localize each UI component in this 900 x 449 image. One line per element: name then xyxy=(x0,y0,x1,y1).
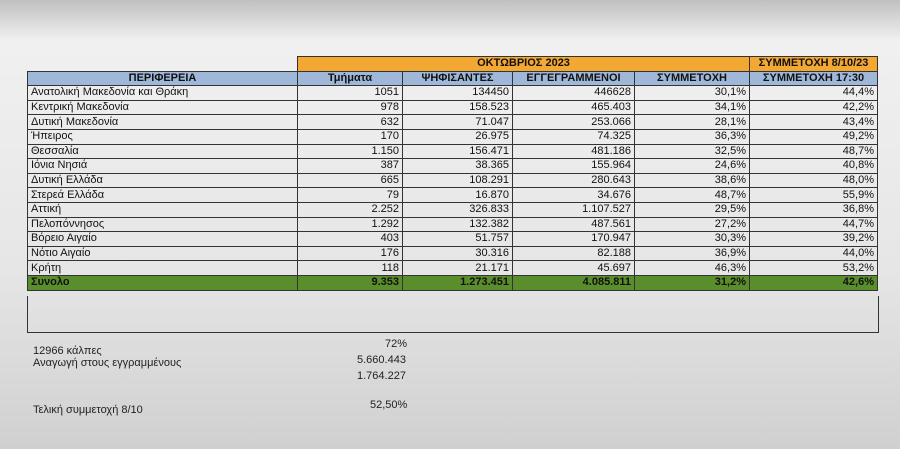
participation-time-cell: 44,7% xyxy=(750,217,878,232)
table-row xyxy=(28,86,878,101)
region-cell: Δυτική Ελλάδα xyxy=(28,173,298,188)
table-row xyxy=(28,159,878,174)
final-participation-label: Τελική συμμετοχή 8/10 xyxy=(33,404,143,416)
total-registered: 4.085.811 xyxy=(513,275,635,290)
region-cell: Ιόνια Νησιά xyxy=(28,159,298,174)
registered-cell: 74.325 xyxy=(513,129,635,144)
participation-cell: 27,2% xyxy=(635,217,750,232)
voters-cell: 326.833 xyxy=(403,202,513,217)
participation-cell: 30,1% xyxy=(635,86,750,101)
region-cell: Ήπειρος xyxy=(28,129,298,144)
sections-cell: 118 xyxy=(298,261,403,276)
participation-cell: 30,3% xyxy=(635,232,750,247)
registered-cell: 465.403 xyxy=(513,100,635,115)
participation-table xyxy=(27,56,878,291)
sections-cell: 1.292 xyxy=(298,217,403,232)
sections-cell: 2.252 xyxy=(298,202,403,217)
region-cell: Δυτική Μακεδονία xyxy=(28,115,298,130)
voters-cell: 156.471 xyxy=(403,144,513,159)
participation-time-cell: 48,0% xyxy=(750,173,878,188)
table-header-row-1 xyxy=(28,57,878,72)
final-participation-value: 52,50% xyxy=(370,399,408,411)
ballot-boxes-pct: 72% xyxy=(385,338,408,350)
table-row xyxy=(28,232,878,247)
region-cell: Βόρειο Αιγαίο xyxy=(28,232,298,247)
region-cell: Αττική xyxy=(28,202,298,217)
participation-cell: 28,1% xyxy=(635,115,750,130)
participation-cell: 48,7% xyxy=(635,188,750,203)
voters-cell: 51.757 xyxy=(403,232,513,247)
sections-cell: 665 xyxy=(298,173,403,188)
participation-time-cell: 44,4% xyxy=(750,86,878,101)
region-cell: Νότιο Αιγαίο xyxy=(28,246,298,261)
table-row xyxy=(28,173,878,188)
region-cell: Πελοπόννησος xyxy=(28,217,298,232)
sections-cell: 632 xyxy=(298,115,403,130)
sections-cell: 387 xyxy=(298,159,403,174)
projection-label: Αναγωγή στους εγγραμμένους xyxy=(33,357,182,369)
sections-cell: 978 xyxy=(298,100,403,115)
table-row xyxy=(28,261,878,276)
header-region: ΠΕΡΙΦΕΡΕΙΑ xyxy=(28,71,298,86)
participation-cell: 24,6% xyxy=(635,159,750,174)
registered-cell: 82.188 xyxy=(513,246,635,261)
table-row xyxy=(28,188,878,203)
participation-cell: 34,1% xyxy=(635,100,750,115)
sections-cell: 1051 xyxy=(298,86,403,101)
table-row xyxy=(28,246,878,261)
header-participation-time: ΣΥΜΜΕΤΟΧΗ 17:30 xyxy=(750,71,878,86)
participation-time-cell: 40,8% xyxy=(750,159,878,174)
participation-time-cell: 44,0% xyxy=(750,246,878,261)
voters-cell: 71.047 xyxy=(403,115,513,130)
header-october: ΟΚΤΩΒΡΙΟΣ 2023 xyxy=(298,57,750,72)
header-participation: ΣΥΜΜΕΤΟΧΗ xyxy=(635,71,750,86)
table-header-row-2 xyxy=(28,71,878,86)
voters-cell: 30.316 xyxy=(403,246,513,261)
sections-cell: 403 xyxy=(298,232,403,247)
table-row xyxy=(28,115,878,130)
registered-cell: 45.697 xyxy=(513,261,635,276)
header-participation-date: ΣΥΜΜΕΤΟΧΗ 8/10/23 xyxy=(750,57,878,72)
projection-value-1: 5.660.443 xyxy=(357,354,406,366)
participation-cell: 46,3% xyxy=(635,261,750,276)
voters-cell: 21.171 xyxy=(403,261,513,276)
voters-cell: 134450 xyxy=(403,86,513,101)
table-row xyxy=(28,129,878,144)
region-cell: Κεντρική Μακεδονία xyxy=(28,100,298,115)
paper-shadow xyxy=(0,0,900,40)
header-voters: ΨΗΦΙΣΑΝΤΕΣ xyxy=(403,71,513,86)
total-row xyxy=(28,275,878,290)
voters-cell: 132.382 xyxy=(403,217,513,232)
participation-time-cell: 43,4% xyxy=(750,115,878,130)
registered-cell: 34.676 xyxy=(513,188,635,203)
participation-time-cell: 36,8% xyxy=(750,202,878,217)
sections-cell: 170 xyxy=(298,129,403,144)
participation-time-cell: 39,2% xyxy=(750,232,878,247)
voters-cell: 38.365 xyxy=(403,159,513,174)
table-footer-box xyxy=(27,296,879,333)
voters-cell: 108.291 xyxy=(403,173,513,188)
participation-time-cell: 42,2% xyxy=(750,100,878,115)
ballot-boxes-label: 12966 κάλπες xyxy=(33,345,102,357)
participation-cell: 38,6% xyxy=(635,173,750,188)
total-sections: 9.353 xyxy=(298,275,403,290)
registered-cell: 280.643 xyxy=(513,173,635,188)
participation-time-cell: 49,2% xyxy=(750,129,878,144)
registered-cell: 487.561 xyxy=(513,217,635,232)
participation-cell: 36,3% xyxy=(635,129,750,144)
sections-cell: 1.150 xyxy=(298,144,403,159)
table-row xyxy=(28,144,878,159)
region-cell: Ανατολική Μακεδονία και Θράκη xyxy=(28,86,298,101)
participation-time-cell: 55,9% xyxy=(750,188,878,203)
total-voters: 1.273.451 xyxy=(403,275,513,290)
region-cell: Στερεά Ελλάδα xyxy=(28,188,298,203)
table-row xyxy=(28,217,878,232)
participation-time-cell: 53,2% xyxy=(750,261,878,276)
header-sections: Τμήματα xyxy=(298,71,403,86)
participation-cell: 36,9% xyxy=(635,246,750,261)
region-cell: Θεσσαλία xyxy=(28,144,298,159)
sections-cell: 79 xyxy=(298,188,403,203)
projection-value-2: 1.764.227 xyxy=(357,370,406,382)
registered-cell: 253.066 xyxy=(513,115,635,130)
header-registered: ΕΓΓΕΓΡΑΜΜΕΝΟΙ xyxy=(513,71,635,86)
participation-cell: 29,5% xyxy=(635,202,750,217)
total-participation: 31,2% xyxy=(635,275,750,290)
registered-cell: 155.964 xyxy=(513,159,635,174)
table-row xyxy=(28,100,878,115)
registered-cell: 481.186 xyxy=(513,144,635,159)
participation-time-cell: 48,7% xyxy=(750,144,878,159)
total-participation-time: 42,6% xyxy=(750,275,878,290)
participation-cell: 32,5% xyxy=(635,144,750,159)
registered-cell: 446628 xyxy=(513,86,635,101)
region-cell: Κρήτη xyxy=(28,261,298,276)
registered-cell: 1.107.527 xyxy=(513,202,635,217)
sections-cell: 176 xyxy=(298,246,403,261)
voters-cell: 158.523 xyxy=(403,100,513,115)
total-label: Συνολο xyxy=(28,275,298,290)
table-row xyxy=(28,202,878,217)
registered-cell: 170.947 xyxy=(513,232,635,247)
voters-cell: 16.870 xyxy=(403,188,513,203)
voters-cell: 26.975 xyxy=(403,129,513,144)
